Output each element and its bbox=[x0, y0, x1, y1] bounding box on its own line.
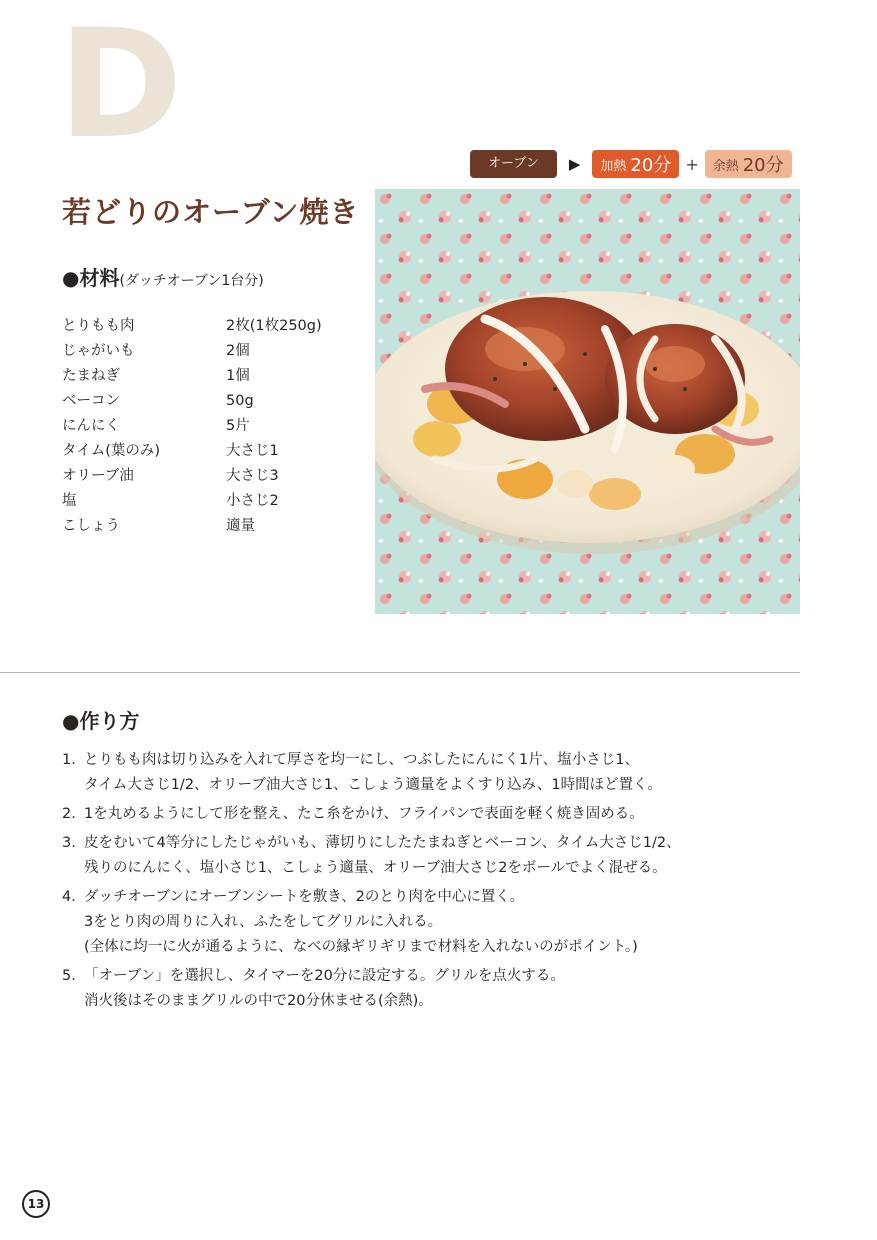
ingredient-row bbox=[62, 389, 362, 414]
step-line: とりもも肉は切り込みを入れて厚さを均一にし、つぶしたにんにく1片、塩小さじ1、 bbox=[84, 752, 639, 768]
ingredient-amount: 2個 bbox=[226, 343, 250, 359]
ingredient-row bbox=[62, 439, 362, 464]
step-line: 3をとり肉の周りに入れ、ふたをしてグリルに入れる。 bbox=[84, 914, 443, 930]
step-line: ダッチオーブンにオーブンシートを敷き、2のとり肉を中心に置く。 bbox=[84, 889, 525, 905]
ingredient-amount: 小さじ2 bbox=[226, 493, 279, 509]
ingredient-amount: 5片 bbox=[226, 418, 250, 434]
ingredient-amount: 2枚(1枚250g) bbox=[226, 318, 322, 334]
step-text bbox=[84, 964, 565, 1014]
ingredient-row bbox=[62, 339, 362, 364]
ingredient-name: にんにく bbox=[62, 418, 120, 434]
ingredient-row bbox=[62, 514, 362, 539]
ingredients-heading-note: (ダッチオーブン1台分) bbox=[119, 273, 264, 289]
rest-time-badge bbox=[705, 150, 792, 178]
heat-value: 20分 bbox=[630, 155, 672, 176]
ingredient-amount: 大さじ3 bbox=[226, 468, 279, 484]
step-line: タイム大さじ1/2、オリーブ油大さじ1、こしょう適量をよくすり込み、1時間ほど置く。 bbox=[84, 777, 662, 793]
ingredients-heading-label: ●材料 bbox=[62, 266, 120, 290]
rest-value: 20分 bbox=[742, 155, 784, 176]
ingredient-row bbox=[62, 464, 362, 489]
step-number: 4. bbox=[62, 889, 76, 905]
step-line: 残りのにんにく、塩小さじ1、こしょう適量、オリーブ油大さじ2をボールでよく混ぜる。 bbox=[84, 860, 667, 876]
steps-heading: ●作り方 bbox=[62, 709, 140, 733]
page-number: 13 bbox=[22, 1190, 50, 1218]
step-number: 3. bbox=[62, 835, 76, 851]
ingredient-name: タイム(葉のみ) bbox=[62, 443, 161, 459]
plus-icon: + bbox=[685, 154, 699, 174]
ingredient-row bbox=[62, 414, 362, 439]
ingredient-list bbox=[62, 314, 362, 539]
ingredient-amount: 適量 bbox=[226, 518, 255, 534]
step-item bbox=[62, 964, 822, 1014]
ingredient-name: ベーコン bbox=[62, 393, 120, 409]
step-number: 2. bbox=[62, 806, 76, 822]
dish-photo bbox=[375, 189, 800, 614]
step-item bbox=[62, 885, 822, 960]
step-line: 「オーブン」を選択し、タイマーを20分に設定する。グリルを点火する。 bbox=[84, 968, 565, 984]
heat-label: 加熱 bbox=[600, 158, 627, 174]
ingredient-name: 塩 bbox=[62, 493, 77, 509]
ingredient-name: オリーブ油 bbox=[62, 468, 134, 484]
step-item bbox=[62, 748, 822, 798]
ingredient-amount: 1個 bbox=[226, 368, 250, 384]
method-badge: オーブン bbox=[470, 150, 557, 178]
ingredient-row bbox=[62, 364, 362, 389]
step-line: 1を丸めるようにして形を整え、たこ糸をかけ、フライパンで表面を軽く焼き固める。 bbox=[84, 806, 644, 822]
ingredient-name: たまねぎ bbox=[62, 368, 120, 384]
rest-label: 余熱 bbox=[712, 158, 739, 174]
arrow-icon: ▶ bbox=[568, 155, 581, 173]
step-text bbox=[84, 802, 644, 827]
cooking-badges bbox=[470, 150, 792, 178]
section-divider bbox=[0, 672, 800, 673]
recipe-title: 若どりのオーブン焼き bbox=[62, 195, 360, 229]
step-line: 皮をむいて4等分にしたじゃがいも、薄切りにしたたまねぎとベーコン、タイム大さじ1/2、 bbox=[84, 835, 681, 851]
section-letter: D bbox=[58, 0, 183, 172]
step-number: 1. bbox=[62, 752, 76, 768]
ingredient-amount: 大さじ1 bbox=[226, 443, 279, 459]
ingredient-amount: 50g bbox=[226, 393, 254, 409]
step-text bbox=[84, 885, 638, 960]
steps-list bbox=[62, 748, 822, 1018]
step-line: (全体に均一に火が通るように、なべの縁ギリギリまで材料を入れないのがポイント。) bbox=[84, 939, 638, 955]
step-item bbox=[62, 802, 822, 827]
ingredients-heading bbox=[62, 262, 264, 291]
ingredient-row bbox=[62, 489, 362, 514]
step-number: 5. bbox=[62, 968, 76, 984]
step-item bbox=[62, 831, 822, 881]
step-text bbox=[84, 831, 681, 881]
step-line: 消火後はそのままグリルの中で20分休ませる(余熱)。 bbox=[84, 993, 433, 1009]
heat-time-badge bbox=[592, 150, 679, 178]
step-text bbox=[84, 748, 662, 798]
ingredient-name: とりもも肉 bbox=[62, 318, 135, 334]
ingredient-row bbox=[62, 314, 362, 339]
ingredient-name: じゃがいも bbox=[62, 343, 135, 359]
ingredient-name: こしょう bbox=[62, 518, 120, 534]
